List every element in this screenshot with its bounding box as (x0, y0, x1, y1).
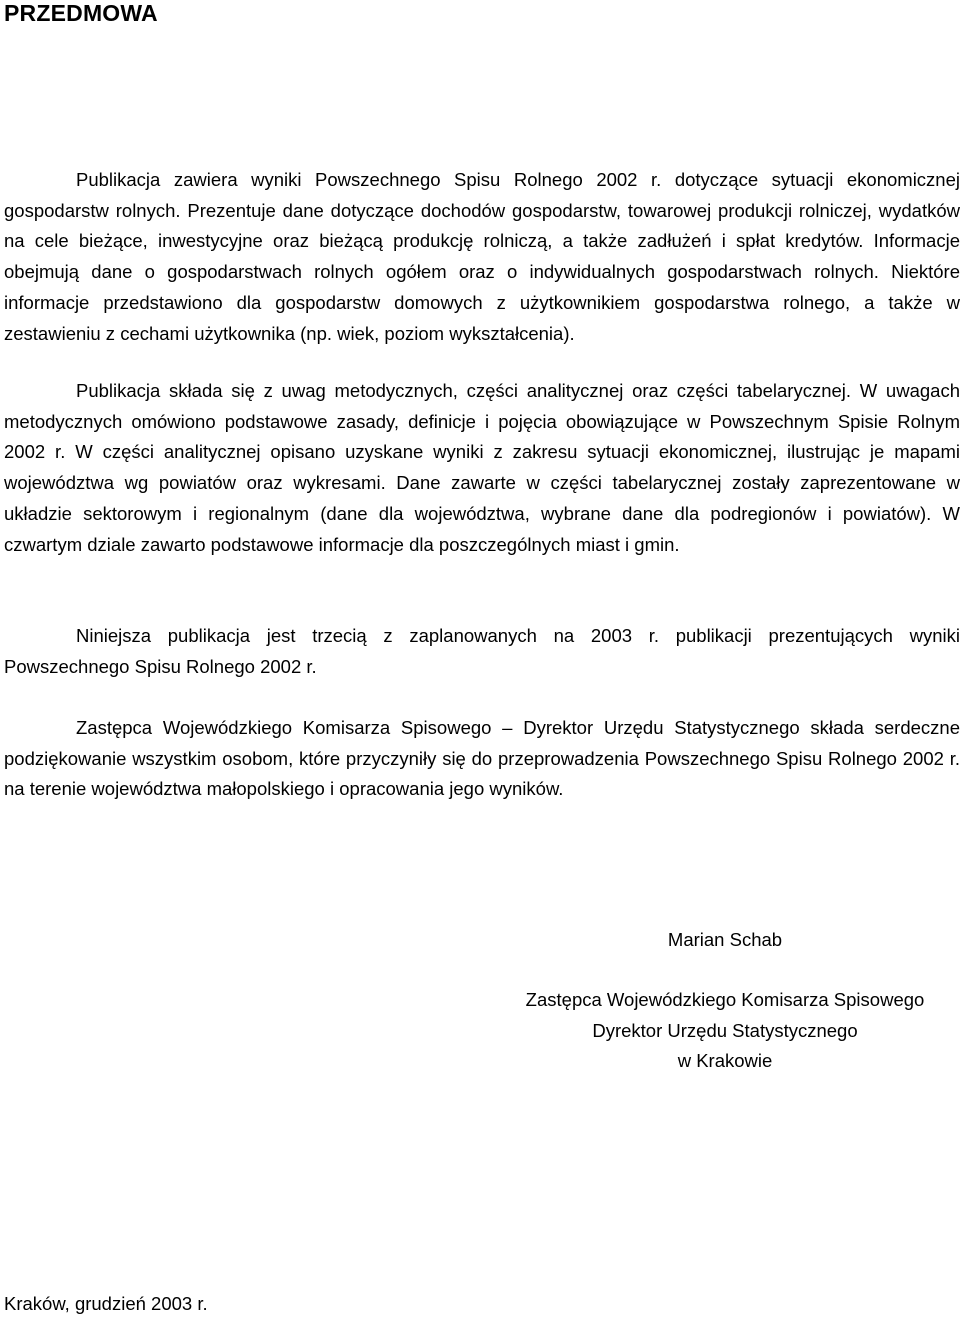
paragraph-publication-series: Niniejsza publikacja jest trzecią z zaplanowanych na 2003 r. publikacji prezentujących wyniki Powszechnego Spisu Rolnego 2002 r. (4, 625, 960, 677)
signature-title-line: w Krakowie (677, 1050, 773, 1071)
place-and-date: Kraków, grudzień 2003 r. (4, 1293, 208, 1314)
signature-title-line: Dyrektor Urzędu Statystycznego (592, 1019, 858, 1041)
page-title: PRZEDMOWA (4, 0, 158, 26)
signature-name: Marian Schab (667, 929, 783, 950)
paragraph-publication-structure: Publikacja składa się z uwag metodycznych, części analitycznej oraz części tabelarycznej. W uwagach metodycznych omówiono podstawowe zasady, definicje i pojęcia obowiązujące w Powszechnym Spisie Rolnym 2002 r. W części analitycznej opisano uzyskane wyniki z zakresu sytuacji ekonomicznej, ilustrując je mapami województwa wg powiatów oraz wykresami. Dane zawarte w części tabelarycznej zostały zaprezentowane w układzie sektorowym i regionalnym (dane dla województwa, wybrane dane dla podregionów i powiatów). W czwartym dziale zawarto podstawowe informacje dla poszczególnych miast i gmin. (4, 380, 960, 555)
signature-title-block (490, 985, 960, 1077)
paragraph-publication-scope: Publikacja zawiera wyniki Powszechnego Spisu Rolnego 2002 r. dotyczące sytuacji ekonomicznej gospodarstw rolnych. Prezentuje dane dotyczące dochodów gospodarstw, towarowej produkcji rolniczej, wydatków na cele bieżące, inwestycyjne oraz bieżącą produkcję rolniczą, a także zadłużeń i spłat kredytów. Informacje obejmują dane o gospodarstwach rolnych ogółem oraz o indywidualnych gospodarstwach rolnych. Niektóre informacje przedstawiono dla gospodarstw domowych z użytkownikiem gospodarstwa rolnego, a także w zestawieniu z cechami użytkownika (np. wiek, poziom wykształcenia). (4, 169, 960, 344)
signature-title-line: Zastępca Wojewódzkiego Komisarza Spisowego (525, 989, 925, 1010)
paragraph-acknowledgements: Zastępca Wojewódzkiego Komisarza Spisowego – Dyrektor Urzędu Statystycznego składa serdeczne podziękowanie wszystkim osobom, które przyczyniły się do przeprowadzenia Powszechnego Spisu Rolnego 2002 r. na terenie województwa małopolskiego i opracowania jego wyników. (4, 717, 960, 800)
